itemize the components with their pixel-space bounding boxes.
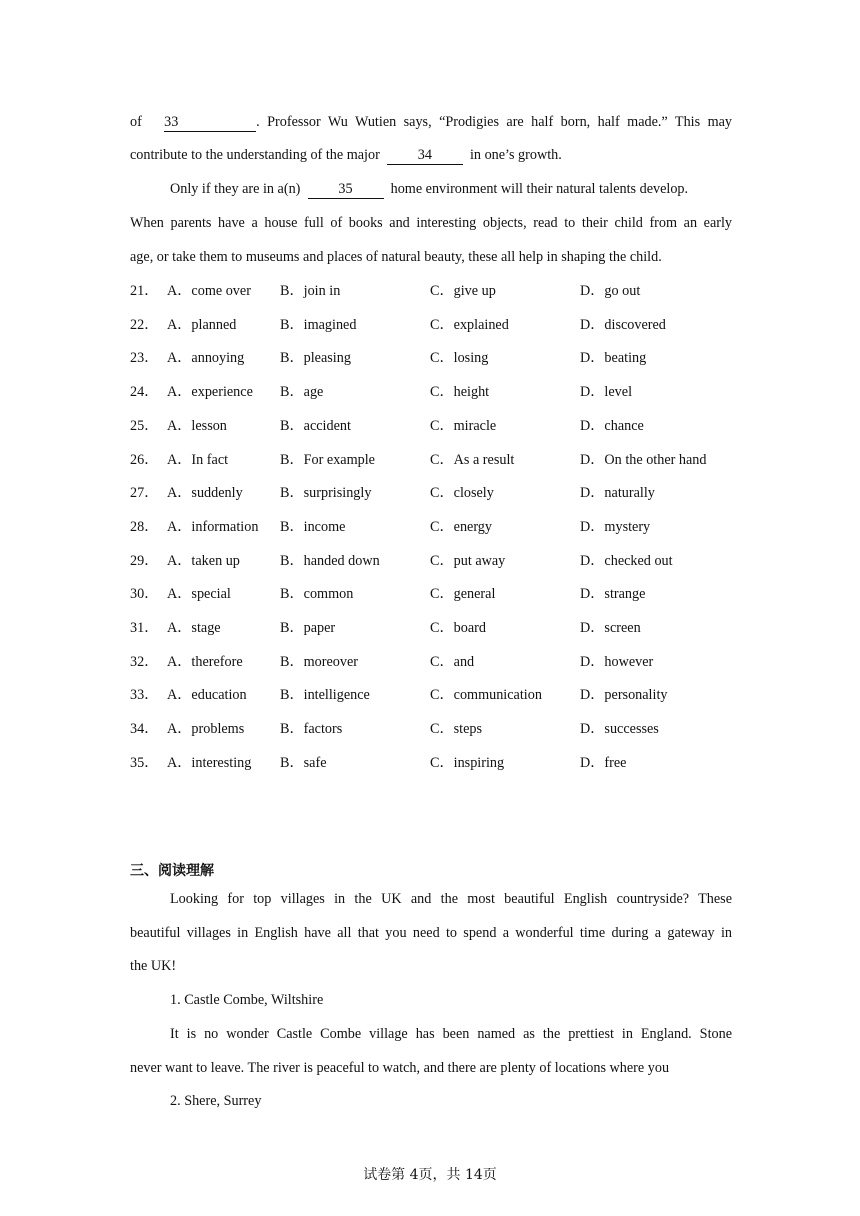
option-c: C．energy	[430, 518, 492, 535]
option-a: A．lesson	[167, 417, 227, 434]
option-a: A．planned	[167, 316, 237, 333]
option-d: D．screen	[580, 620, 641, 636]
option-d: D．chance	[580, 417, 644, 434]
reading-line: It is no wonder Castle Combe village has been named as the prettiest in England. Stone	[170, 1026, 732, 1042]
passage-line-4: When parents have a house full of books and interesting objects, read to their child from an early	[130, 215, 732, 231]
question-number: 27．	[130, 485, 159, 502]
option-c: C．closely	[430, 485, 494, 502]
question-22-options	[130, 314, 732, 336]
blank-33: 33	[164, 114, 256, 132]
reading-line: beautiful villages in English have all that you need to spend a wonderful time during a gateway in	[130, 925, 732, 941]
option-d: D．free	[580, 754, 627, 771]
option-b: B．handed down	[280, 552, 380, 569]
question-number: 23．	[130, 350, 159, 367]
page-footer: 试卷第 4页，共 14页	[363, 1167, 497, 1183]
passage-line-3	[130, 178, 732, 200]
passage-line-5: age, or take them to museums and places of natural beauty, these all help in shaping the child.	[130, 249, 662, 265]
passage-text: . Professor Wu Wutien says, “Prodigies are half born, half made.” This may	[256, 114, 732, 130]
question-number: 21．	[130, 283, 159, 299]
option-b: B．income	[280, 518, 346, 535]
subheading-shere: 2. Shere, Surrey	[170, 1093, 262, 1109]
option-a: A．experience	[167, 384, 253, 401]
option-c: C．and	[430, 653, 475, 670]
passage-text: Only if they are in a(n)	[170, 181, 301, 197]
option-c: C．miracle	[430, 417, 497, 434]
option-b: B．imagined	[280, 316, 357, 333]
option-b: B．intelligence	[280, 687, 370, 704]
option-c: C．inspiring	[430, 754, 505, 771]
question-34-options	[130, 718, 732, 740]
option-a: A．In fact	[167, 451, 229, 468]
option-d: D．discovered	[580, 316, 666, 333]
option-d: D．successes	[580, 721, 659, 738]
option-c: C．communication	[430, 687, 542, 704]
option-a: A．interesting	[167, 754, 252, 771]
option-c: C．height	[430, 384, 490, 401]
question-25-options	[130, 415, 732, 437]
option-d: D．naturally	[580, 485, 655, 502]
question-26-options	[130, 449, 732, 471]
option-a: A．taken up	[167, 552, 240, 569]
question-27-options	[130, 482, 732, 504]
passage-line-1	[130, 111, 732, 133]
option-a: A．problems	[167, 721, 245, 738]
option-b: B．pleasing	[280, 350, 351, 367]
option-a: A．information	[167, 518, 259, 535]
option-b: B．moreover	[280, 653, 359, 670]
passage-line-2	[130, 144, 732, 166]
question-number: 24．	[130, 384, 159, 401]
option-b: B．common	[280, 586, 354, 603]
question-29-options	[130, 550, 732, 572]
question-number: 34．	[130, 721, 159, 738]
option-b: B．join in	[280, 283, 341, 299]
option-d: D．beating	[580, 350, 647, 367]
option-b: B．factors	[280, 721, 343, 738]
question-35-options	[130, 752, 732, 774]
reading-line: the UK!	[130, 958, 177, 974]
option-a: A．education	[167, 687, 247, 704]
option-d: D．go out	[580, 283, 641, 299]
option-b: B．paper	[280, 620, 336, 636]
option-d: D．strange	[580, 586, 646, 603]
option-b: B．For example	[280, 451, 375, 468]
question-number: 25．	[130, 417, 159, 434]
option-b: B．accident	[280, 417, 351, 434]
option-c: C．explained	[430, 316, 509, 333]
question-number: 26．	[130, 451, 159, 468]
question-21-options	[130, 280, 732, 302]
question-31-options	[130, 617, 732, 639]
option-a: A．come over	[167, 283, 251, 299]
option-a: A．therefore	[167, 653, 243, 670]
question-32-options	[130, 651, 732, 673]
option-c: C．losing	[430, 350, 489, 367]
blank-35: 35	[308, 181, 384, 199]
question-number: 22．	[130, 316, 159, 333]
passage-text: home environment will their natural talents develop.	[390, 181, 689, 197]
question-number: 32．	[130, 653, 159, 670]
passage-text: contribute to the understanding of the major	[130, 147, 380, 163]
option-b: B．safe	[280, 754, 327, 771]
option-d: D．mystery	[580, 518, 651, 535]
option-c: C．give up	[430, 283, 496, 299]
option-c: C．general	[430, 586, 496, 603]
question-30-options	[130, 583, 732, 605]
blank-34: 34	[387, 147, 463, 165]
option-b: B．age	[280, 384, 324, 401]
option-d: D．personality	[580, 687, 668, 704]
question-number: 31．	[130, 620, 159, 636]
option-a: A．suddenly	[167, 485, 243, 502]
option-a: A．annoying	[167, 350, 245, 367]
option-c: C．steps	[430, 721, 483, 738]
option-d: D．level	[580, 384, 633, 401]
option-d: D．however	[580, 653, 654, 670]
option-c: C．board	[430, 620, 486, 636]
option-d: D．checked out	[580, 552, 673, 569]
question-33-options	[130, 684, 732, 706]
question-number: 28．	[130, 518, 159, 535]
subheading-castle-combe: 1. Castle Combe, Wiltshire	[170, 992, 324, 1008]
option-b: B．surprisingly	[280, 485, 372, 502]
passage-text: of	[130, 114, 142, 130]
option-d: D．On the other hand	[580, 451, 707, 468]
question-number: 35．	[130, 754, 159, 771]
reading-line: never want to leave. The river is peaceful to watch, and there are plenty of locations where you	[130, 1060, 670, 1076]
option-a: A．special	[167, 586, 231, 603]
question-24-options	[130, 381, 732, 403]
question-28-options	[130, 516, 732, 538]
reading-line: Looking for top villages in the UK and the most beautiful English countryside? These	[170, 891, 732, 907]
option-c: C．As a result	[430, 451, 515, 468]
question-number: 30．	[130, 586, 159, 603]
option-a: A．stage	[167, 620, 221, 636]
option-c: C．put away	[430, 552, 506, 569]
passage-text: in one’s growth.	[469, 147, 562, 163]
question-number: 29．	[130, 552, 159, 569]
section-heading: 三、阅读理解	[130, 863, 214, 879]
question-23-options	[130, 347, 732, 369]
question-number: 33．	[130, 687, 159, 704]
